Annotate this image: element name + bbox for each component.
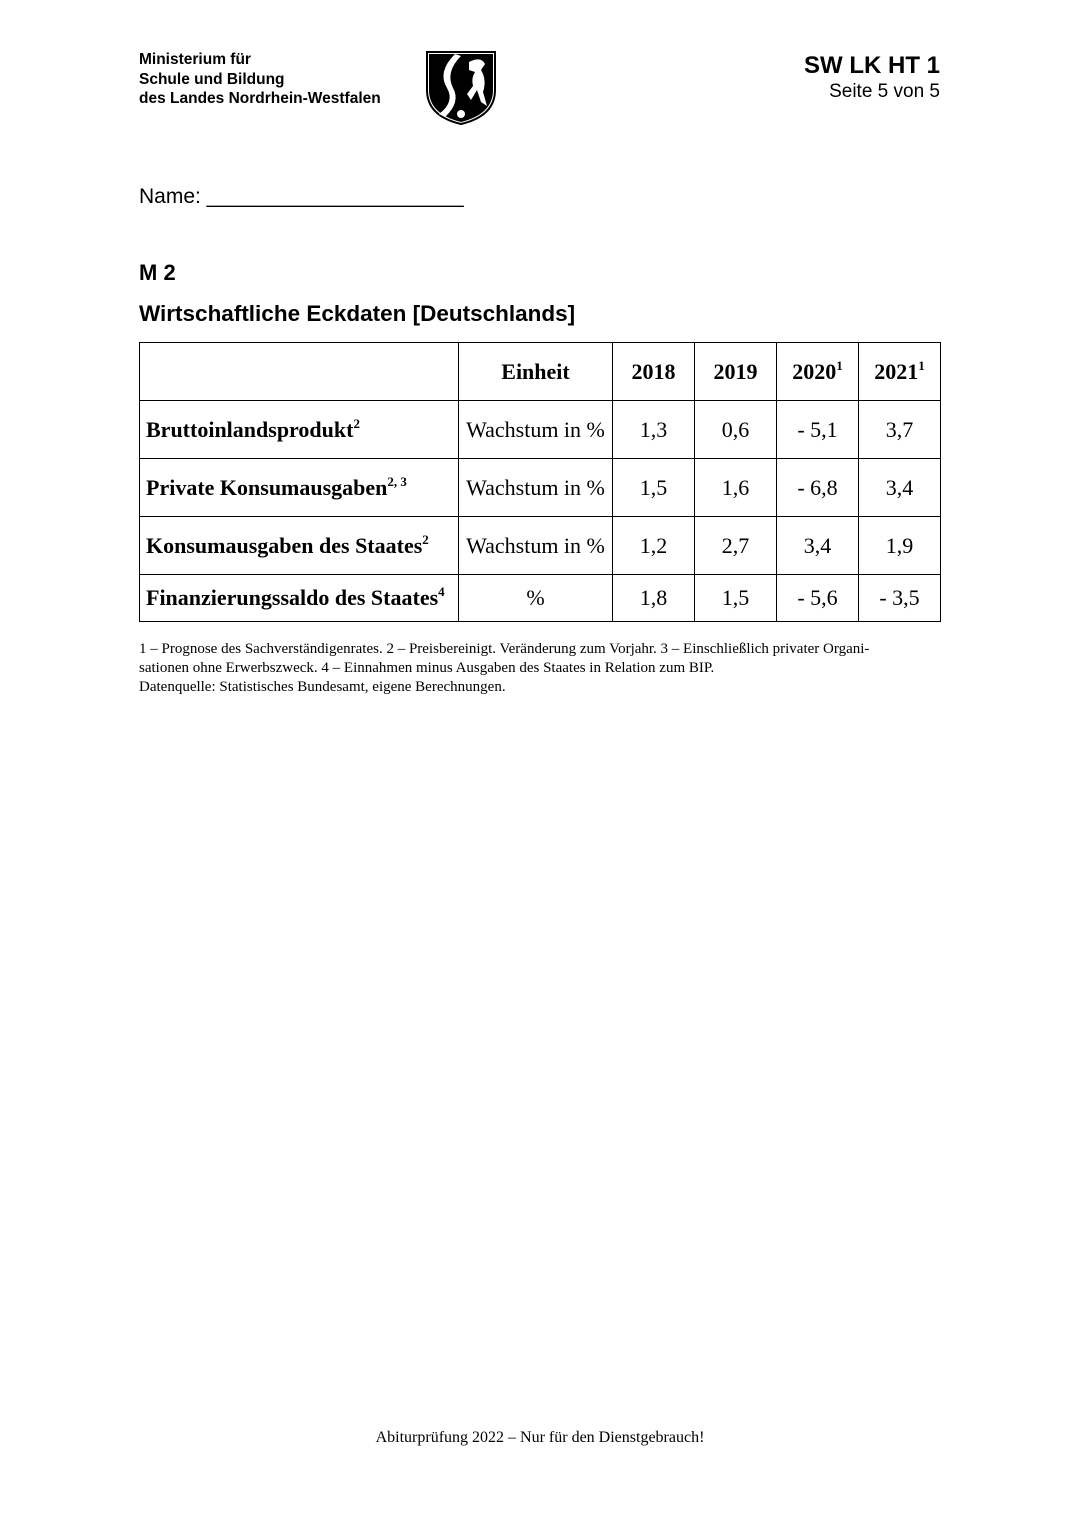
- section-title: Wirtschaftliche Eckdaten [Deutschlands]: [139, 301, 576, 326]
- row-label: Bruttoinlandsprodukt$^2$: [140, 401, 459, 459]
- name-field: Name: ______________________: [139, 185, 464, 208]
- table-row: [140, 517, 941, 575]
- page-footer: Abiturprüfung 2022 – Nur für den Dienstgebrauch!: [375, 1429, 705, 1446]
- cell: 2,7: [695, 517, 777, 575]
- table-row: [140, 401, 941, 459]
- table-row: [140, 575, 941, 622]
- cell: 1,6: [695, 459, 777, 517]
- row-unit: %: [459, 575, 613, 622]
- footnote-line: 1 – Prognose des Sachverständigenrates. 2 – Preisbereinigt. Veränderung zum Vorjahr. 3 – Einschließlich privater Organi-: [139, 641, 870, 657]
- row-label: Konsumausgaben des Staates$^2$: [140, 517, 459, 575]
- table-header-row: [140, 343, 941, 401]
- ministry-line: Ministerium für: [139, 51, 251, 68]
- cell: - 5,1: [777, 401, 859, 459]
- footnote-line: sationen ohne Erwerbszweck. 4 – Einnahmen minus Ausgaben des Staates in Relation zum BIP.: [139, 660, 715, 676]
- nrw-coat-of-arms-icon: [425, 50, 497, 126]
- footnotes: [139, 640, 869, 697]
- ministry-line: des Landes Nordrhein-Westfalen: [139, 90, 381, 107]
- ministry-line: Schule und Bildung: [139, 70, 285, 88]
- cell: 1,5: [613, 459, 695, 517]
- ministry-name: [139, 50, 381, 109]
- row-unit: Wachstum in %: [459, 401, 613, 459]
- footnote-line: Datenquelle: Statistisches Bundesamt, eigene Berechnungen.: [139, 679, 506, 695]
- cell: - 3,5: [859, 575, 941, 622]
- cell: 0,6: [695, 401, 777, 459]
- cell: 1,3: [613, 401, 695, 459]
- cell: 1,8: [613, 575, 695, 622]
- exam-code: SW LK HT 1: [804, 52, 940, 79]
- cell: 3,7: [859, 401, 941, 459]
- header-2021: 2021$^1$: [859, 343, 941, 401]
- cell: - 5,6: [777, 575, 859, 622]
- cell: - 6,8: [777, 459, 859, 517]
- cell: 1,2: [613, 517, 695, 575]
- cell: 3,4: [777, 517, 859, 575]
- header-2020: 2020$^1$: [777, 343, 859, 401]
- row-unit: Wachstum in %: [459, 517, 613, 575]
- page-number: Seite 5 von 5: [829, 81, 940, 102]
- row-label: Finanzierungssaldo des Staates$^4$: [140, 575, 459, 622]
- header-2018: 2018: [613, 343, 695, 401]
- header-empty: [140, 343, 459, 401]
- table-row: [140, 459, 941, 517]
- material-label: M 2: [139, 260, 176, 285]
- header-2019: 2019: [695, 343, 777, 401]
- cell: 1,9: [859, 517, 941, 575]
- row-label: Private Konsumausgaben$^{2, 3}$: [140, 459, 459, 517]
- cell: 3,4: [859, 459, 941, 517]
- cell: 1,5: [695, 575, 777, 622]
- economic-data-table: [139, 342, 941, 622]
- row-unit: Wachstum in %: [459, 459, 613, 517]
- header-unit: Einheit: [459, 343, 613, 401]
